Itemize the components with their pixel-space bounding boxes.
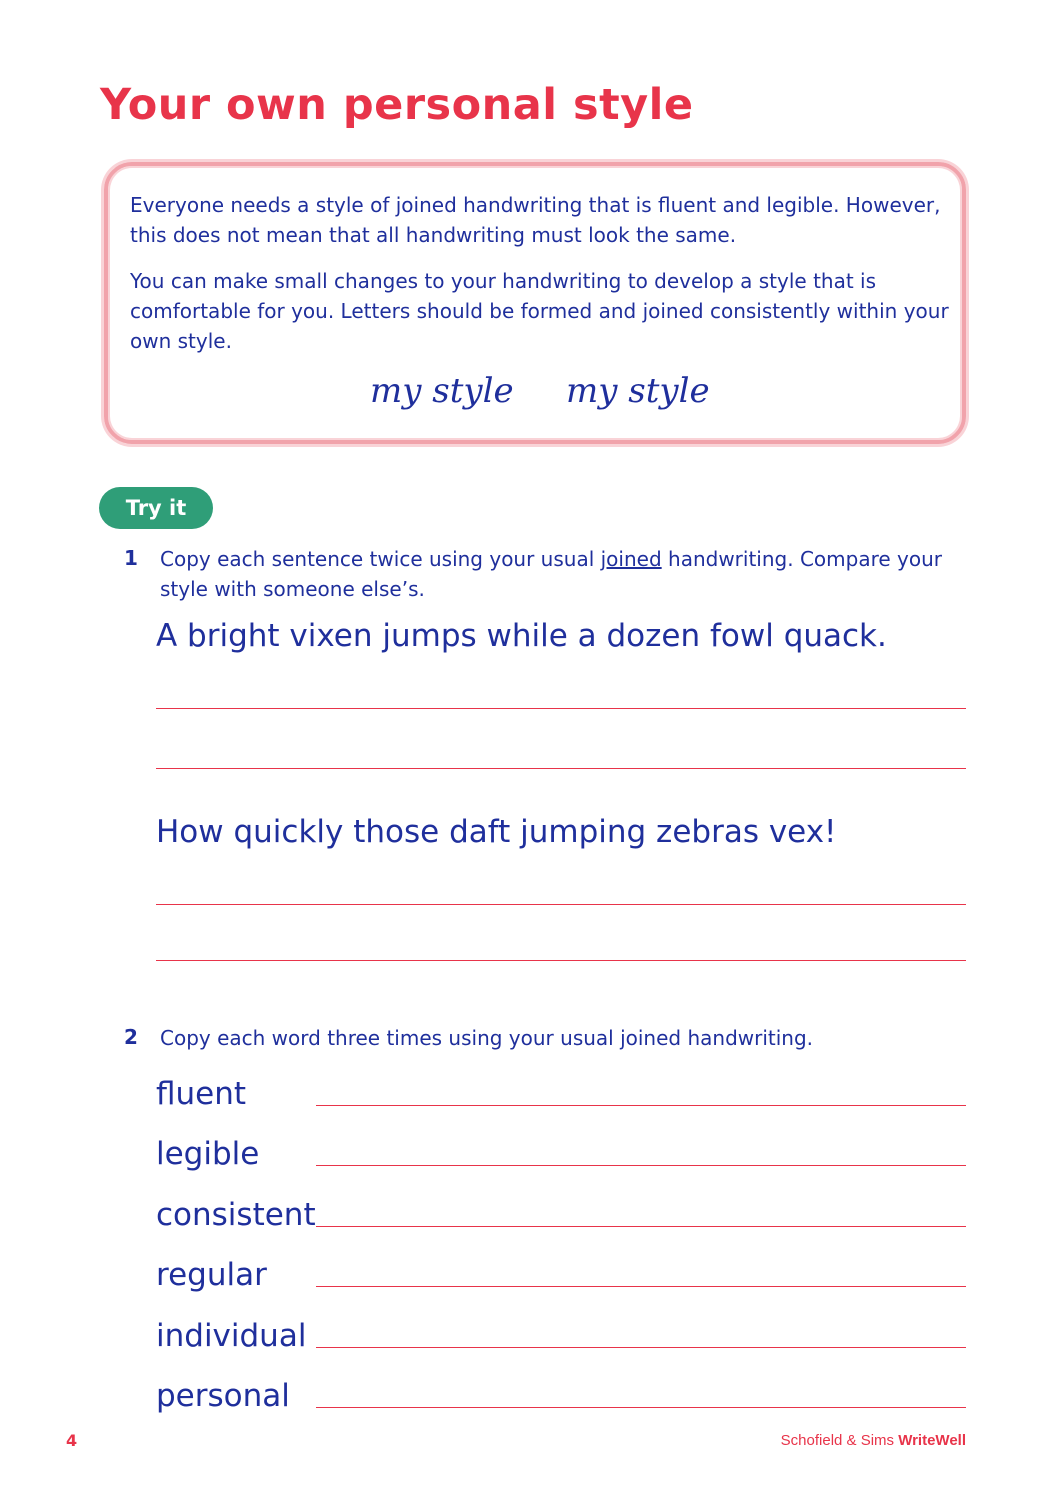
writing-line[interactable] — [156, 708, 966, 709]
info-box — [104, 162, 966, 444]
writing-line[interactable] — [156, 904, 966, 905]
practice-word-regular: regular — [156, 1257, 267, 1293]
question-2-number: 2 — [124, 1025, 138, 1049]
practice-word-consistent: consistent — [156, 1197, 316, 1233]
practice-word-legible: legible — [156, 1136, 260, 1172]
word-writing-line[interactable] — [316, 1286, 966, 1287]
style-sample-2: my style — [566, 371, 710, 411]
sentence-2: How quickly those daft jumping zebras vex! — [156, 814, 837, 850]
question-1-number: 1 — [124, 546, 138, 570]
practice-word-individual: individual — [156, 1318, 307, 1354]
publisher-brand: WriteWell — [898, 1432, 966, 1449]
word-writing-line[interactable] — [316, 1226, 966, 1227]
writing-line[interactable] — [156, 768, 966, 769]
try-it-badge: Try it — [99, 487, 213, 529]
word-writing-line[interactable] — [316, 1407, 966, 1408]
writing-line[interactable] — [156, 960, 966, 961]
info-paragraph-1: Everyone needs a style of joined handwriting that is fluent and legible. However, this does not mean that all handwriting must look the same. — [130, 193, 941, 247]
publisher-name: Schofield & Sims — [780, 1432, 899, 1449]
word-writing-line[interactable] — [316, 1105, 966, 1106]
practice-word-personal: personal — [156, 1378, 290, 1414]
practice-word-fluent: fluent — [156, 1076, 247, 1112]
page-title: Your own personal style — [100, 80, 694, 130]
question-1-underlined-word: joined — [600, 547, 662, 571]
question-2-instruction: Copy each word three times using your usual joined handwriting. — [160, 1026, 814, 1050]
page-number: 4 — [66, 1431, 78, 1450]
word-writing-line[interactable] — [316, 1165, 966, 1166]
sentence-1: A bright vixen jumps while a dozen fowl quack. — [156, 618, 887, 654]
question-1-text-before: Copy each sentence twice using your usual — [160, 547, 601, 571]
info-paragraph-2: You can make small changes to your handwriting to develop a style that is comfortable for you. Letters should be formed and joined consistently within your own style. — [130, 269, 949, 353]
style-sample-1: my style — [370, 371, 514, 411]
question-1-instruction — [160, 544, 960, 604]
publisher-credit — [781, 1432, 966, 1449]
question-1-text-after: handwriting. Compare your style with someone else’s. — [160, 547, 942, 601]
word-writing-line[interactable] — [316, 1347, 966, 1348]
